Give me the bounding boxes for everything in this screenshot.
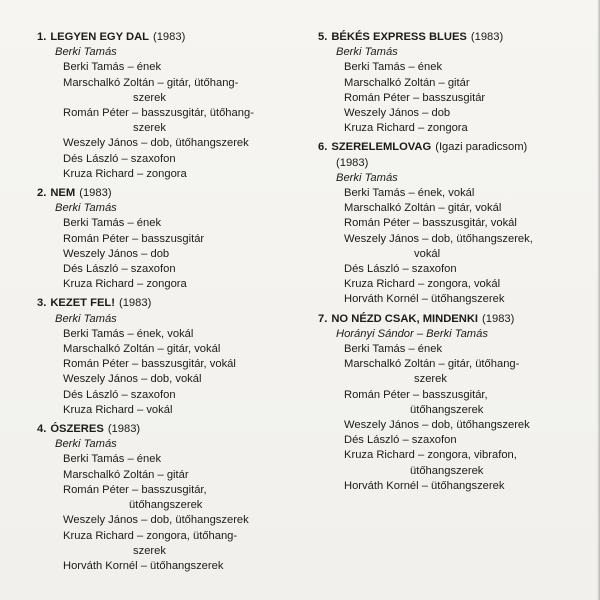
performer-credit <box>37 357 307 372</box>
performer-credit <box>318 357 588 387</box>
performer-line: Berki Tamás – ének <box>344 343 443 356</box>
track-composer: Berki Tamás <box>55 46 117 59</box>
track-number: 5. <box>318 31 328 43</box>
performer-list <box>37 216 307 292</box>
performer-credit <box>37 277 307 292</box>
performer-credit <box>37 167 307 182</box>
performer-line-continued: szerek <box>133 91 166 104</box>
track-year: (1983) <box>152 31 186 43</box>
performer-line: Román Péter – basszusgitár, <box>344 388 488 401</box>
performer-line: Horváth Kornél – ütőhangszerek <box>344 293 505 306</box>
performer-credit <box>318 262 588 277</box>
performer-line-continued: szerek <box>133 544 166 557</box>
performer-credit <box>37 76 307 106</box>
track-year: (1983) <box>118 297 152 310</box>
performer-credit <box>318 106 588 121</box>
track-composer: Berki Tamás <box>55 202 117 215</box>
performer-list <box>37 60 307 182</box>
performer-credit <box>37 388 307 403</box>
performer-line: Berki Tamás – ének, vokál <box>63 327 194 340</box>
performer-credit <box>318 121 588 136</box>
performer-line: Horváth Kornél – ütőhangszerek <box>344 479 505 492</box>
track-title: SZERELEMLOVAG <box>331 141 432 154</box>
performer-list <box>318 60 588 136</box>
track-number: 3. <box>37 297 47 310</box>
performer-credit <box>37 247 307 262</box>
performer-credit <box>37 60 307 75</box>
performer-line: Berki Tamás – ének, vokál <box>344 187 475 200</box>
track-title: KEZET FEL! <box>50 297 115 310</box>
performer-line: Kruza Richard – zongora, ütőhang- <box>63 529 238 542</box>
performer-line: Weszely János – dob, vokál <box>63 373 202 386</box>
track-composer: Berki Tamás <box>55 438 117 451</box>
track-heading <box>37 296 307 311</box>
performer-credit <box>318 277 588 292</box>
performer-line: Román Péter – basszusgitár <box>344 91 486 104</box>
track-title: NEM <box>50 187 76 200</box>
performer-list <box>37 452 307 574</box>
track-number: 1. <box>37 31 47 43</box>
track-entry <box>37 422 307 574</box>
performer-credit <box>37 342 307 357</box>
left-column <box>37 30 307 578</box>
track-title: NO NÉZD CSAK, MINDENKI <box>331 312 479 325</box>
track-entry <box>37 186 307 292</box>
track-number: 4. <box>37 423 47 436</box>
performer-line: Horváth Kornél – ütőhangszerek <box>63 559 224 572</box>
performer-line: Kruza Richard – vokál <box>63 403 173 416</box>
performer-credit <box>318 216 588 231</box>
performer-line: Dés László – szaxofon <box>344 263 457 276</box>
performer-credit <box>37 216 307 231</box>
performer-credit <box>318 292 588 307</box>
track-entry <box>37 296 307 418</box>
performer-credit <box>318 418 588 433</box>
performer-line: Kruza Richard – zongora <box>63 167 187 180</box>
performer-line-continued: vokál <box>414 247 441 260</box>
track-number: 6. <box>318 141 328 154</box>
performer-line: Kruza Richard – zongora <box>344 122 468 135</box>
track-heading <box>37 186 307 201</box>
performer-credit <box>37 152 307 167</box>
performer-line: Dés László – szaxofon <box>63 263 176 276</box>
performer-line: Marschalkó Zoltán – gitár <box>63 468 189 481</box>
performer-credit <box>318 448 588 478</box>
performer-line: Román Péter – basszusgitár <box>63 232 205 245</box>
performer-line: Román Péter – basszusgitár, vokál <box>344 217 517 230</box>
performer-line: Kruza Richard – zongora, vokál <box>344 278 501 291</box>
performer-credit <box>318 186 588 201</box>
performer-credit <box>37 483 307 513</box>
performer-credit <box>318 388 588 418</box>
performer-line-continued: ütőhangszerek <box>410 464 484 477</box>
track-heading <box>37 30 307 45</box>
track-number: 2. <box>37 187 47 200</box>
track-year: (1983) <box>79 187 112 200</box>
performer-credit <box>318 232 588 262</box>
performer-line: Marschalkó Zoltán – gitár, vokál <box>344 202 502 215</box>
track-heading <box>37 422 307 437</box>
track-heading <box>318 312 588 327</box>
performer-credit <box>37 452 307 467</box>
track-number: 7. <box>318 312 328 325</box>
track-title: LEGYEN EGY DAL <box>50 31 149 43</box>
performer-credit <box>37 372 307 387</box>
performer-line: Weszely János – dob, ütőhangszerek, <box>344 232 533 245</box>
track-entry <box>318 30 588 136</box>
track-entry <box>37 30 307 182</box>
performer-credit <box>37 106 307 136</box>
performer-credit <box>37 232 307 247</box>
performer-credit <box>318 60 588 75</box>
track-composer: Horányi Sándor – Berki Tamás <box>336 327 488 340</box>
performer-line: Román Péter – basszusgitár, ütőhang- <box>63 107 254 120</box>
performer-line-continued: ütőhangszerek <box>410 403 484 416</box>
right-column <box>318 30 588 498</box>
performer-line: Dés László – szaxofon <box>344 434 457 447</box>
performer-line: Dés László – szaxofon <box>63 152 176 165</box>
performer-credit <box>318 342 588 357</box>
performer-line: Berki Tamás – ének <box>63 61 162 74</box>
performer-credit <box>37 262 307 277</box>
track-year: (1983) <box>470 31 504 43</box>
performer-credit <box>37 136 307 151</box>
track-entry <box>318 312 588 494</box>
performer-line: Weszely János – dob <box>344 107 451 120</box>
performer-credit <box>37 327 307 342</box>
performer-line: Dés László – szaxofon <box>63 388 176 401</box>
track-heading <box>318 30 588 45</box>
track-year: (1983) <box>336 156 369 169</box>
track-composer: Berki Tamás <box>336 171 398 184</box>
performer-line: Weszely János – dob, ütőhangszerek <box>344 419 530 432</box>
performer-credit <box>37 513 307 528</box>
track-subtitle: (Igazi paradicsom) <box>435 141 528 154</box>
performer-line: Weszely János – dob, ütőhangszerek <box>63 137 249 150</box>
performer-line: Berki Tamás – ének <box>63 453 162 466</box>
performer-line: Kruza Richard – zongora <box>63 278 187 291</box>
performer-line: Berki Tamás – ének <box>344 61 443 74</box>
track-entry <box>318 140 588 307</box>
track-composer: Berki Tamás <box>55 312 117 325</box>
performer-credit <box>37 529 307 559</box>
performer-line: Marschalkó Zoltán – gitár, vokál <box>63 343 221 356</box>
track-year: (1983) <box>482 312 515 325</box>
performer-line: Weszely János – dob, ütőhangszerek <box>63 514 249 527</box>
performer-credit <box>318 91 588 106</box>
performer-line: Román Péter – basszusgitár, vokál <box>63 358 236 371</box>
performer-credit <box>318 76 588 91</box>
performer-line: Marschalkó Zoltán – gitár <box>344 76 470 89</box>
performer-list <box>37 327 307 418</box>
performer-credit <box>37 403 307 418</box>
track-year: (1983) <box>107 423 141 436</box>
performer-line: Weszely János – dob <box>63 247 170 260</box>
track-title: BÉKÉS EXPRESS BLUES <box>331 31 467 43</box>
performer-line: Berki Tamás – ének <box>63 217 162 230</box>
performer-list <box>318 342 588 494</box>
performer-credit <box>318 479 588 494</box>
track-composer: Berki Tamás <box>336 46 398 59</box>
track-heading <box>318 140 588 170</box>
performer-line: Román Péter – basszusgitár, <box>63 483 207 496</box>
performer-line-continued: szerek <box>133 122 166 135</box>
performer-credit <box>37 468 307 483</box>
performer-list <box>318 186 588 308</box>
performer-credit <box>37 559 307 574</box>
performer-line-continued: szerek <box>414 373 447 386</box>
performer-credit <box>318 201 588 216</box>
performer-credit <box>318 433 588 448</box>
performer-line-continued: ütőhangszerek <box>129 499 203 512</box>
performer-line: Marschalkó Zoltán – gitár, ütőhang- <box>63 76 239 89</box>
performer-line: Marschalkó Zoltán – gitár, ütőhang- <box>344 358 520 371</box>
track-title: ÓSZERES <box>50 423 104 436</box>
performer-line: Kruza Richard – zongora, vibrafon, <box>344 449 517 462</box>
